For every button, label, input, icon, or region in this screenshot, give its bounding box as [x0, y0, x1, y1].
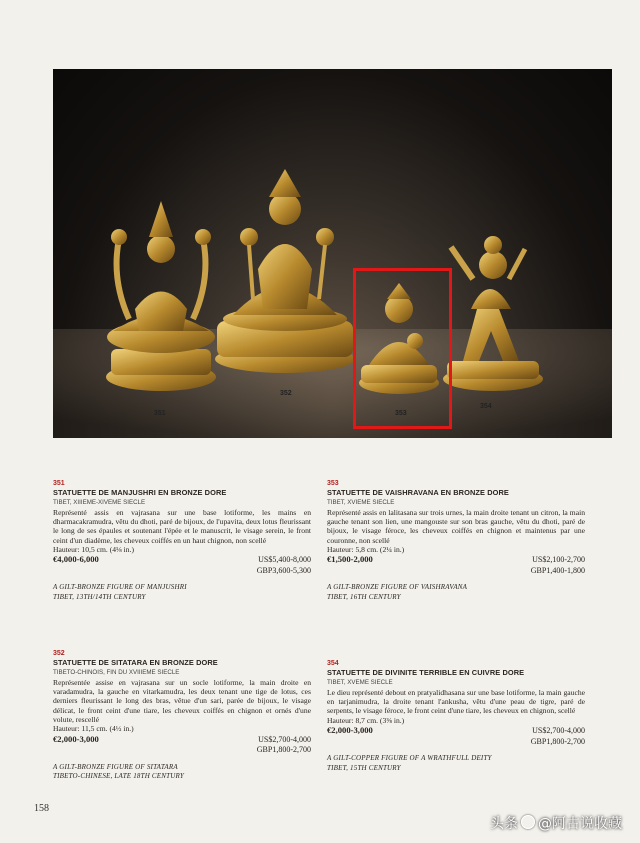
lot-origin: TIBET, XIIIEME-XIVEME SIECLE [53, 498, 146, 506]
statue-354 [443, 236, 543, 391]
lot-origin: TIBET, XVIEME SIECLE [327, 498, 395, 506]
lot-353 [327, 479, 585, 602]
english-title: A GILT-BRONZE FIGURE OF SITATARA [53, 762, 178, 771]
lot-number: 352 [53, 650, 65, 657]
estimate-usd: US$5,400-8,000 [258, 555, 311, 565]
english-origin: TIBET, 13TH/14TH CENTURY [53, 592, 146, 601]
estimate-usd: US$2,700-4,000 [532, 726, 585, 736]
catalogue-photo [53, 69, 612, 438]
lot-title: STATUETTE DE VAISHRAVANA EN BRONZE DORE [327, 488, 509, 498]
lot-height: Hauteur: 10,5 cm. (4⅛ in.) [53, 545, 134, 555]
lot-height: Hauteur: 5,8 cm. (2¼ in.) [327, 545, 405, 555]
english-origin: TIBETO-CHINESE, LATE 18TH CENTURY [53, 772, 184, 781]
lot-number: 351 [53, 480, 65, 487]
page-number: 158 [34, 803, 49, 814]
english-title: A GILT-COPPER FIGURE OF A WRATHFULL DEITY [327, 754, 492, 763]
estimate-gbp: GBP3,600-5,300 [256, 565, 311, 575]
statue-352 [215, 169, 355, 373]
english-title: A GILT-BRONZE FIGURE OF VAISHRAVANA [327, 583, 468, 592]
watermark-handle: @阿古说收藏 [538, 816, 622, 832]
photo-label-351: 351 [154, 410, 166, 417]
lot-title: STATUETTE DE MANJUSHRI EN BRONZE DORE [53, 488, 227, 498]
estimate-eur: €1,500-2,000 [327, 554, 373, 565]
lot-height: Hauteur: 11,5 cm. (4½ in.) [53, 724, 134, 734]
photo-label-352: 352 [280, 390, 292, 397]
statue-351 [106, 201, 216, 391]
lot-title: STATUETTE DE DIVINITE TERRIBLE EN CUIVRE DORE [327, 668, 525, 678]
photo-label-354: 354 [480, 403, 492, 410]
lot-description: Représenté assis en lalitasana sur trois urnes, la main droite tenant un citron, la main gauche tenant son lien, une mangouste sur son bras gauche, vêtu du dhoti, paré de bijoux, le visage féroce, les cheveux coiffés en chignon et maintenus par une couronne, non scellé [327, 507, 585, 545]
estimate-usd: US$2,700-4,000 [258, 734, 311, 744]
lot-351 [53, 479, 311, 602]
estimate-eur: €4,000-6,000 [53, 554, 99, 565]
english-origin: TIBET, 15TH CENTURY [327, 763, 401, 772]
lot-354 [327, 659, 585, 773]
estimate-eur: €2,000-3,000 [327, 725, 373, 736]
english-title: A GILT-BRONZE FIGURE OF MANJUSHRI [53, 583, 187, 592]
lot-origin: TIBETO-CHINOIS, FIN DU XVIIIEME SIECLE [53, 668, 180, 676]
estimate-gbp: GBP1,800-2,700 [530, 736, 585, 746]
lot-number: 353 [327, 480, 339, 487]
estimate-gbp: GBP1,400-1,800 [530, 565, 585, 575]
watermark-prefix: 头条 [490, 816, 518, 832]
lot-number: 354 [327, 660, 339, 667]
estimate-usd: US$2,100-2,700 [532, 555, 585, 565]
watermark [490, 813, 622, 833]
photo-label-353: 353 [395, 410, 407, 417]
statues-illustration [53, 69, 612, 438]
lot-description: Le dieu représenté debout en pratyalidhasana sur une base lotiforme, la main gauche en tarjanimudra, la droite tenant l'ankusha, vêtu d'une peau de tigre, paré de serpents, le visage féroce, le front ceint d'une tiare, les cheveux en chignon, scellé [327, 687, 585, 716]
watermark-icon [521, 815, 535, 829]
lot-description: Représentée assise en vajrasana sur un socle lotiforme, la main droite en varadamudra, la gauche en vitarkamudra, les deux tenant une tige de lotus, ces derniers fleurissant le long des bras, vêtue d'un sari, parée de bijoux, le visage délicat, le front ceint d'une tiare, les cheveux coiffés en chignon et ornés d'une volute, rescellé [53, 677, 311, 725]
lot-origin: TIBET, XVEME SIECLE [327, 678, 393, 686]
lot-description: Représenté assis en vajrasana sur une base lotiforme, les mains en dharmacakramudra, vêtu du dhoti, paré de bijoux, de l'upavita, deux lotus fleurissant le long de ses épaules et soutenant l'épée et le manuscrit, le visage serein, le front ceint d'un diadème, les cheveux coiffés en un haut chignon, non scellé [53, 507, 311, 545]
highlight-box-353 [353, 268, 452, 429]
estimate-gbp: GBP1,800-2,700 [256, 745, 311, 755]
lot-title: STATUETTE DE SITATARA EN BRONZE DORE [53, 658, 218, 668]
lot-height: Hauteur: 8,7 cm. (3⅜ in.) [327, 715, 405, 725]
english-origin: TIBET, 16TH CENTURY [327, 592, 401, 601]
estimate-eur: €2,000-3,000 [53, 733, 99, 744]
lot-352 [53, 649, 311, 782]
